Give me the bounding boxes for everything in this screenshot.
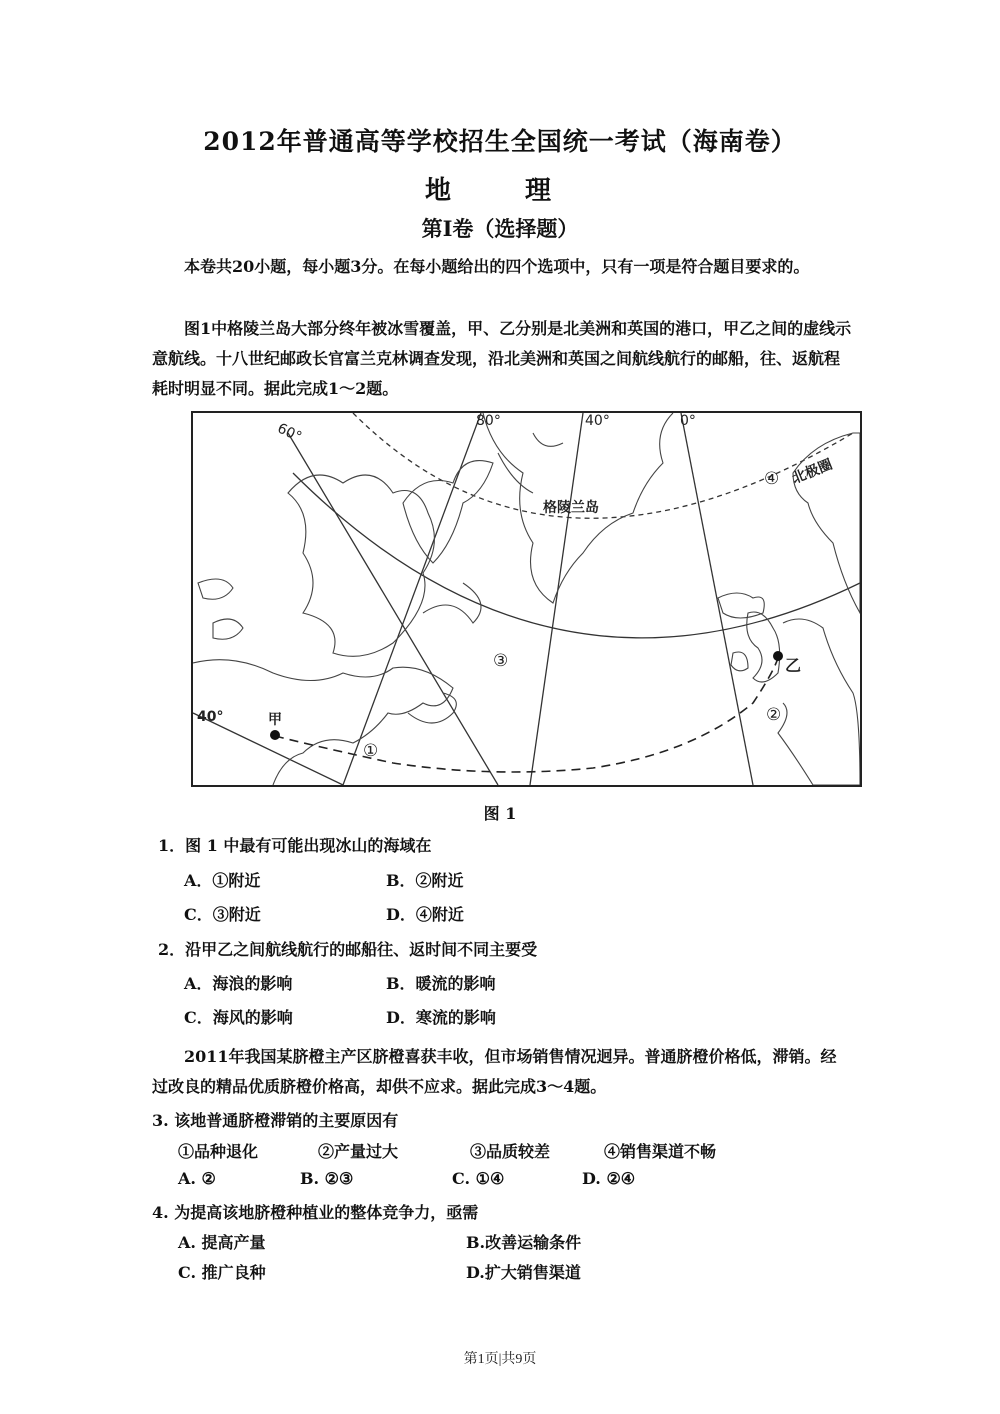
passage-1-text: 图1中格陵兰岛大部分终年被冰雪覆盖，甲、乙分别是北美洲和英国的港口，甲乙之间的虚线示意航线。十八世纪邮政长官富兰克林调查发现，沿北美洲和英国之间航线航行的邮船，往、返航程耗时明显不同。据此完成1～2题。: [152, 319, 852, 398]
intro-paragraph: [152, 252, 852, 282]
q1-option-d: D．④附近: [386, 905, 464, 924]
q2-option-d: D．寒流的影响: [386, 1008, 496, 1027]
coast-greenland-fjords: [498, 433, 563, 493]
label-greenland: 格陵兰岛: [543, 500, 599, 516]
page-footer: 第1页|共9页: [463, 1352, 537, 1367]
coast-island-b: [198, 579, 233, 599]
label-40-lon: 40°: [585, 413, 610, 429]
coast-labrador: [423, 583, 481, 623]
meridian-0: [681, 413, 753, 785]
map-figure-1: [191, 411, 862, 787]
q3-option-b: B. ②③: [300, 1169, 354, 1188]
port-jia-dot: [270, 730, 280, 740]
coast-baffin: [403, 461, 493, 564]
label-80: 80°: [476, 413, 501, 429]
q3-stem: 3. 该地普通脐橙滞销的主要原因有: [152, 1111, 399, 1130]
coast-island-a: [213, 619, 243, 639]
coast-ireland: [731, 652, 748, 671]
label-0: 0°: [680, 413, 696, 429]
meridian-60: [288, 433, 498, 785]
label-port-yi: 乙: [785, 656, 802, 675]
q3-option-c: C. ①④: [452, 1169, 505, 1188]
q1-stem: 1．图 1 中最有可能出现冰山的海域在: [158, 836, 432, 855]
figure-caption: 图 1: [483, 804, 517, 823]
q4-stem: 4. 为提高该地脐橙种植业的整体竞争力，亟需: [152, 1203, 479, 1222]
q3-item-2: ②产量过大: [318, 1142, 399, 1161]
passage-2-text: 2011年我国某脐橙主产区脐橙喜获丰收，但市场销售情况迥异。普通脐橙价格低，滞销。经过改良的精品优质脐橙价格高，却供不应求。据此完成3～4题。: [152, 1047, 837, 1096]
marker-4: ④: [764, 469, 780, 489]
label-port-jia: 甲: [268, 712, 282, 728]
q4-option-c: C. 推广良种: [178, 1263, 266, 1282]
q2-option-b: B．暖流的影响: [386, 974, 496, 993]
coast-britain: [747, 612, 780, 682]
q4-option-b: B.改善运输条件: [466, 1233, 582, 1252]
q4-option-a: A. 提高产量: [178, 1233, 266, 1252]
exam-title: 2012年普通高等学校招生全国统一考试（海南卷）: [203, 127, 797, 156]
marker-3: ③: [493, 651, 509, 671]
marker-1: ①: [363, 741, 379, 761]
q3-item-1: ①品种退化: [178, 1142, 259, 1161]
label-arctic-circle: 北极圈: [789, 456, 835, 488]
section-title: 第Ⅰ卷（选择题）: [421, 216, 579, 241]
q2-option-c: C．海风的影响: [184, 1008, 293, 1027]
label-60: 60°: [274, 420, 305, 446]
q3-option-d: D. ②④: [582, 1169, 636, 1188]
passage-2: [152, 1042, 852, 1102]
port-yi-dot: [773, 651, 783, 661]
q1-option-a: A．①附近: [184, 871, 261, 890]
north-atlantic-map: [193, 413, 860, 785]
q3-item-4: ④销售渠道不畅: [604, 1142, 717, 1161]
meridian-40: [530, 413, 583, 785]
q3-item-3: ③品质较差: [470, 1142, 551, 1161]
label-40-lat: 40°: [197, 709, 224, 725]
q4-option-d: D.扩大销售渠道: [466, 1263, 581, 1282]
passage-1: [152, 314, 852, 404]
coast-iceland: [718, 593, 764, 618]
q3-option-a: A. ②: [178, 1169, 216, 1188]
q1-option-c: C．③附近: [184, 905, 261, 924]
intro-text: 本卷共20小题，每小题3分。在每小题给出的四个选项中，只有一项是符合题目要求的。: [184, 257, 810, 276]
q1-option-b: B．②附近: [386, 871, 464, 890]
q2-stem: 2．沿甲乙之间航线航行的邮船往、返时间不同主要受: [158, 940, 538, 959]
marker-2: ②: [766, 705, 782, 725]
subject-title: 地 理: [424, 176, 575, 206]
coast-europe: [778, 619, 860, 785]
coast-canada: [288, 475, 434, 656]
q2-option-a: A．海浪的影响: [184, 974, 293, 993]
